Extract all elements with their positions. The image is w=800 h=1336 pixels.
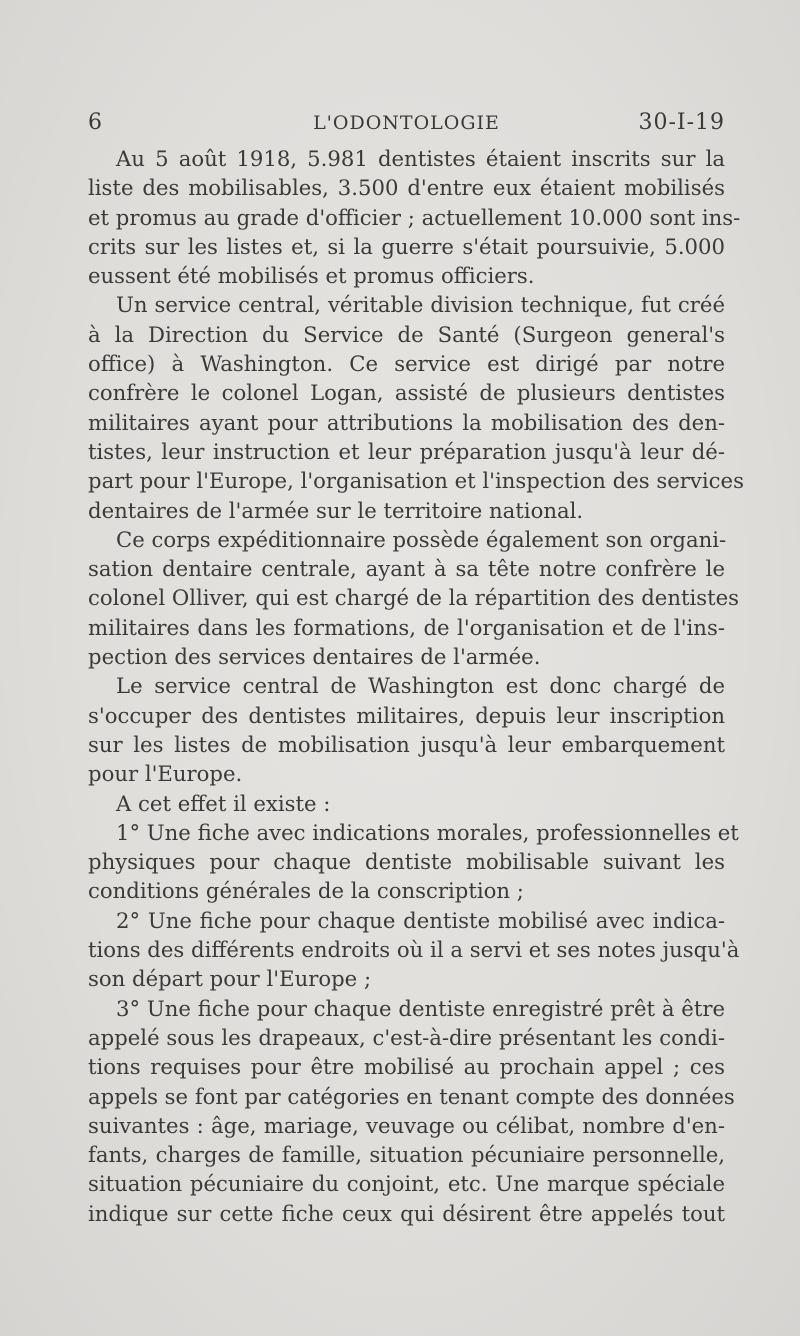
body-text: [88, 144, 744, 1228]
text-line: pour l'Europe.: [88, 761, 243, 787]
text-line: Ce corps expéditionnaire possède également son organi-: [116, 526, 727, 552]
text-line: appelé sous les drapeaux, c'est-à-dire présentant les condi-: [88, 1024, 725, 1050]
text-line: et promus au grade d'officier ; actuellement 10.000 sont ins-: [88, 204, 741, 230]
text-line: suivantes : âge, mariage, veuvage ou célibat, nombre d'en-: [88, 1112, 725, 1138]
text-line: tions des différents endroits où il a servi et ses notes jusqu'à: [88, 937, 740, 963]
text-line: son départ pour l'Europe ;: [88, 966, 372, 992]
text-line: sur les listes de mobilisation jusqu'à leur embarquement: [88, 731, 725, 757]
text-line: sation dentaire centrale, ayant à sa tête notre confrère le: [88, 556, 725, 582]
text-line: situation pécuniaire du conjoint, etc. Une marque spéciale: [88, 1171, 725, 1197]
text-line: indique sur cette fiche ceux qui désirent être appelés tout: [88, 1200, 725, 1226]
text-line: part pour l'Europe, l'organisation et l'inspection des services: [88, 468, 744, 494]
text-line: Le service central de Washington est donc chargé de: [116, 673, 725, 699]
text-line: colonel Olliver, qui est chargé de la répartition des dentistes: [88, 585, 740, 611]
text-line: liste des mobilisables, 3.500 d'entre eux étaient mobilisés: [88, 175, 725, 201]
text-line: office) à Washington. Ce service est dirigé par notre: [88, 351, 725, 377]
journal-title: L'ODONTOLOGIE: [313, 112, 500, 134]
text-line: crits sur les listes et, si la guerre s'était poursuivie, 5.000: [88, 233, 725, 259]
text-line: dentaires de l'armée sur le territoire national.: [88, 497, 584, 523]
text-line: Au 5 août 1918, 5.981 dentistes étaient inscrits sur la: [116, 146, 725, 171]
text-line: A cet effet il existe :: [116, 790, 331, 816]
text-line: tions requises pour être mobilisé au prochain appel ; ces: [88, 1054, 725, 1080]
text-line: militaires dans les formations, de l'organisation et de l'ins-: [88, 614, 725, 640]
issue-date: 30-I-19: [638, 110, 725, 135]
text-line: Un service central, véritable division technique, fut créé: [116, 292, 725, 318]
text-line: pection des services dentaires de l'armée.: [88, 644, 541, 670]
text-line: conditions générales de la conscription ;: [88, 878, 524, 904]
running-header: [88, 110, 725, 140]
text-line: physiques pour chaque dentiste mobilisable suivant les: [88, 849, 725, 875]
text-line: tistes, leur instruction et leur préparation jusqu'à leur dé-: [88, 438, 725, 464]
text-line: 2° Une fiche pour chaque dentiste mobilisé avec indica-: [116, 907, 725, 933]
text-line: confrère le colonel Logan, assisté de plusieurs dentistes: [88, 380, 725, 406]
text-line: militaires ayant pour attributions la mobilisation des den-: [88, 409, 725, 435]
text-line: s'occuper des dentistes militaires, depuis leur inscription: [88, 702, 725, 728]
text-line: à la Direction du Service de Santé (Surgeon general's: [88, 321, 725, 347]
text-line: appels se font par catégories en tenant compte des données: [88, 1083, 735, 1109]
text-line: 3° Une fiche pour chaque dentiste enregistré prêt à être: [116, 995, 725, 1021]
text-line: 1° Une fiche avec indications morales, professionnelles et: [116, 819, 739, 845]
text-line: eussent été mobilisés et promus officiers.: [88, 263, 535, 289]
page-number: 6: [88, 110, 102, 135]
text-line: fants, charges de famille, situation pécuniaire personnelle,: [88, 1142, 725, 1168]
